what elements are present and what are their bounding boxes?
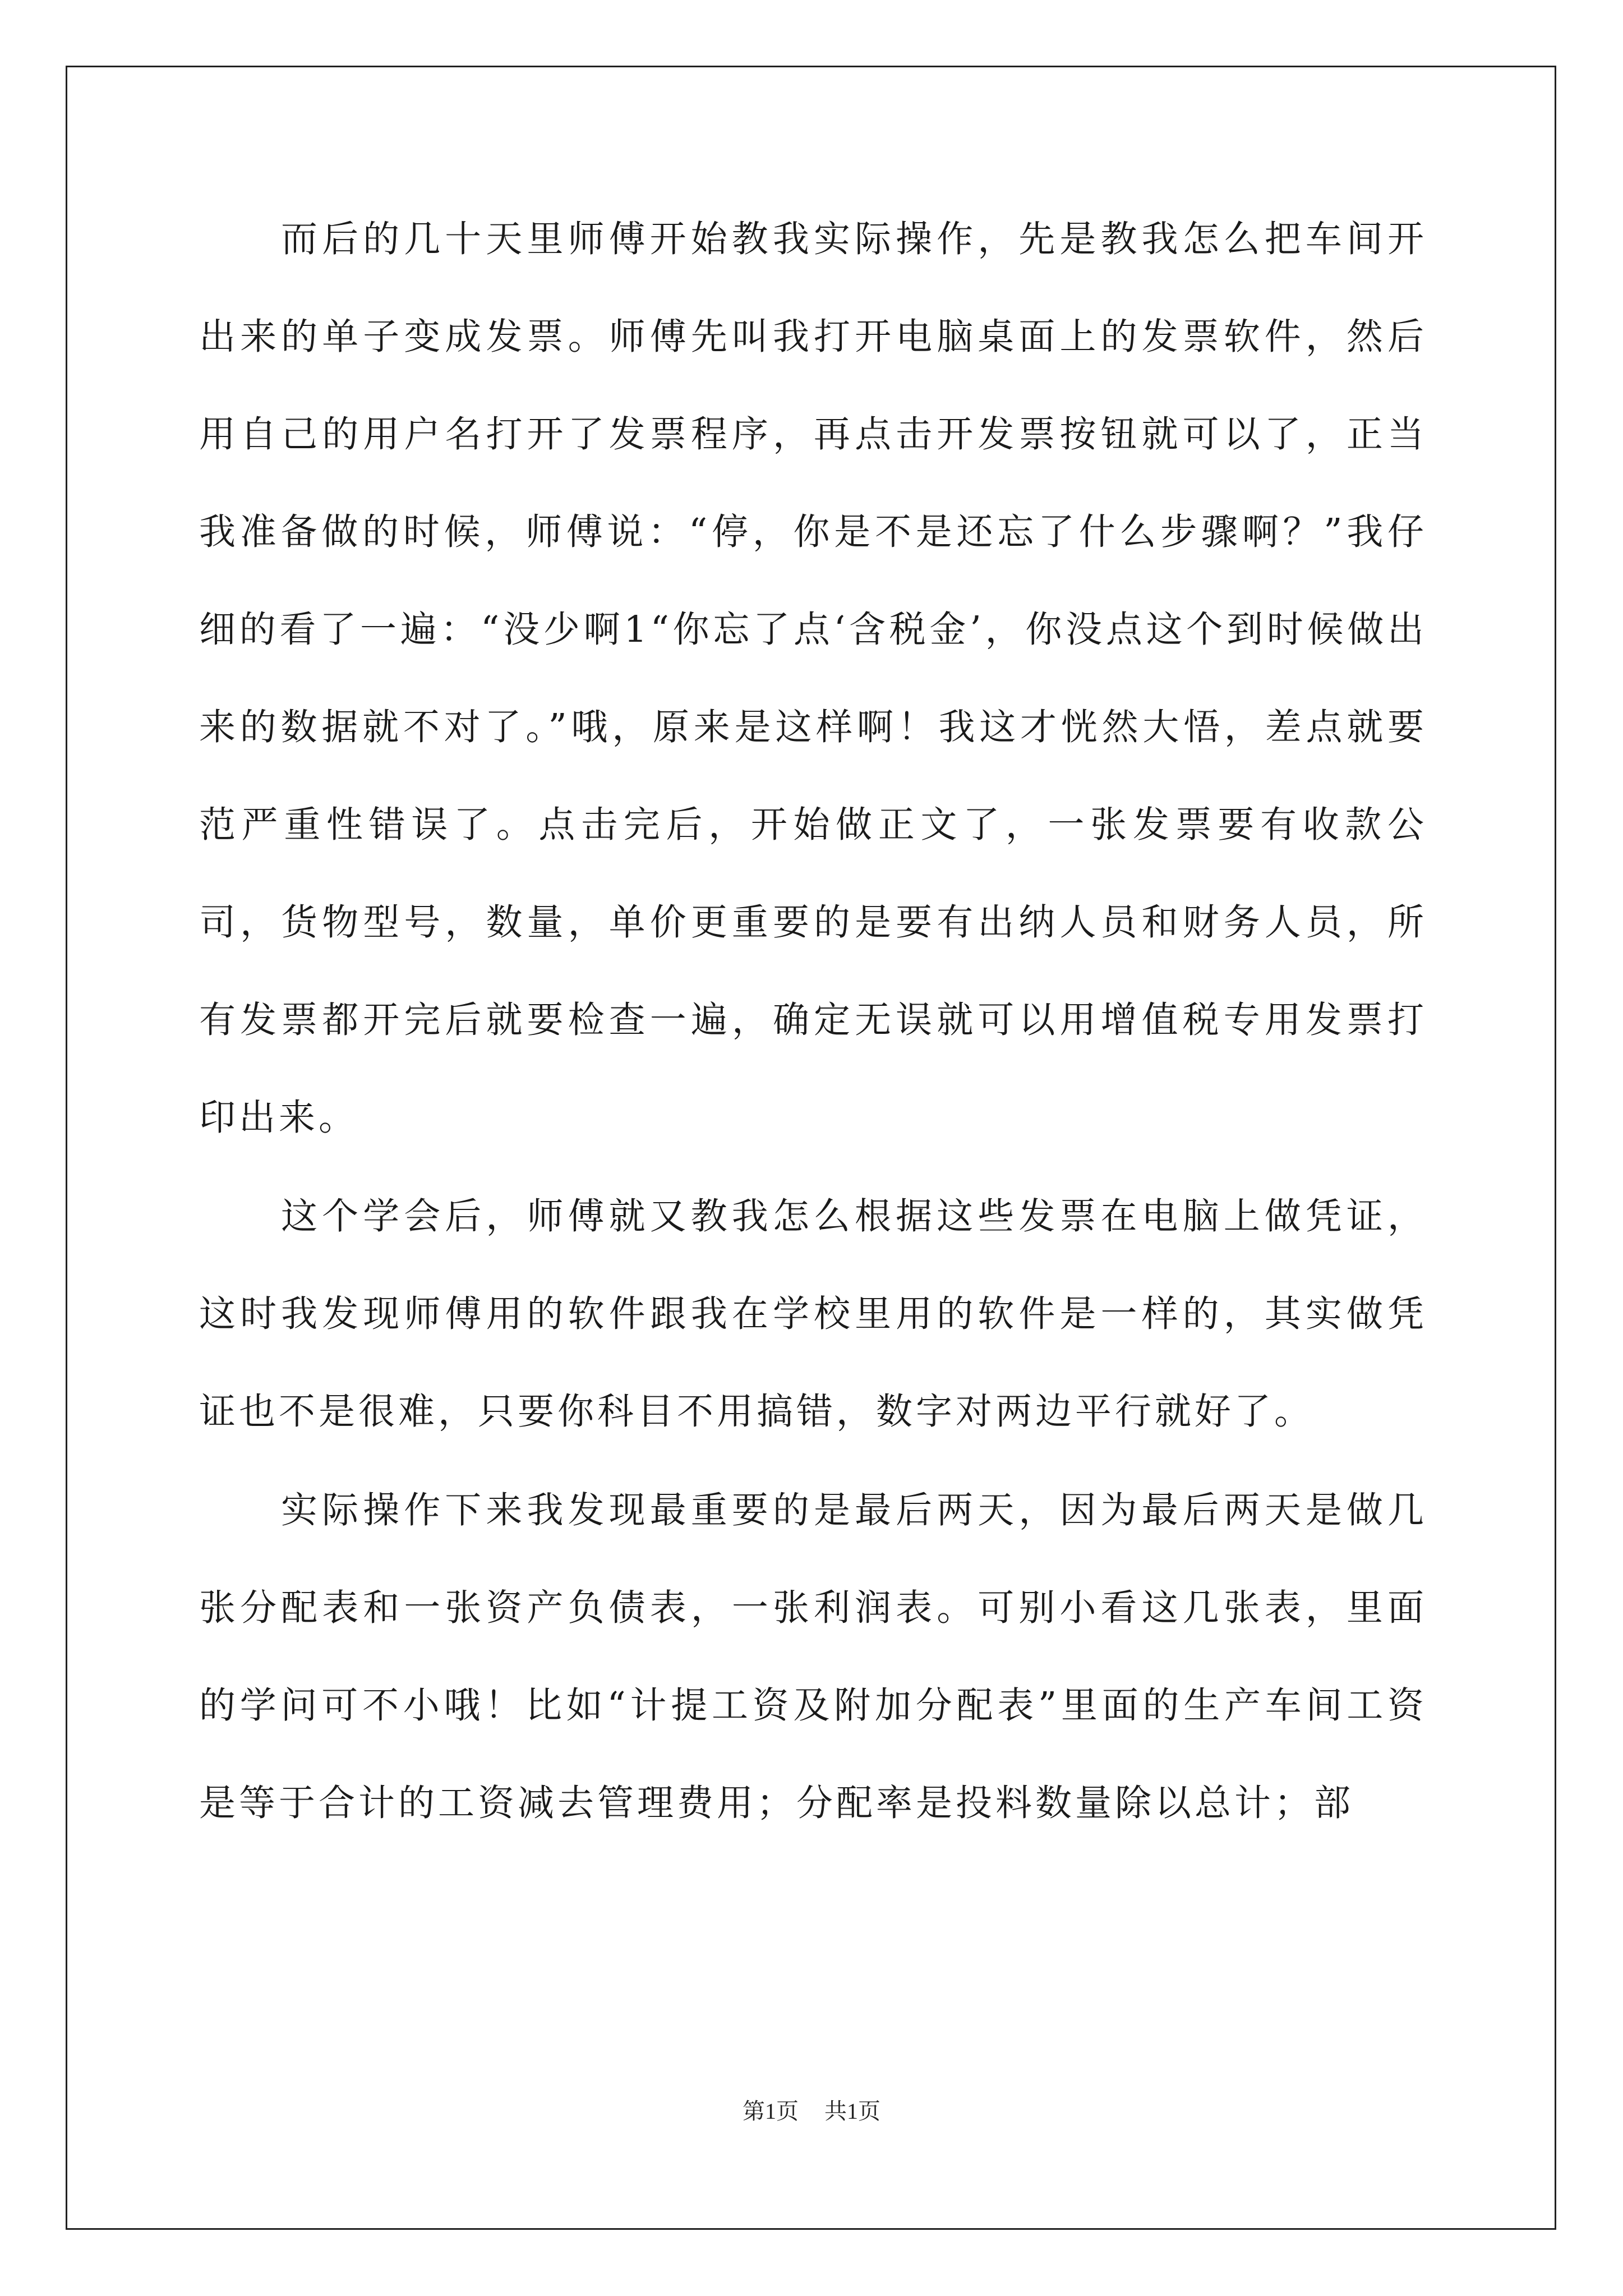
paragraph-1: 而后的几十天里师傅开始教我实际操作，先是教我怎么把车间开出来的单子变成发票。师傅先叫我打开电脑桌面上的发票软件，然后用自己的用户名打开了发票程序，再点击开发票按钮就可以了，正当我准备做的时候，师傅说：“停，你是不是还忘了什么步骤啊？”我仔细的看了一遍：“没少啊1“你忘了点‘含税金’，你没点这个到时候做出来的数据就不对了。”哦，原来是这样啊！我这才恍然大悟，差点就要范严重性错误了。点击完后，开始做正文了，一张发票要有收款公司，货物型号，数量，单价更重要的是要有出纳人员和财务人员，所有发票都开完后就要检查一遍，确定无误就可以用增值税专用发票打印出来。	[199, 218, 1427, 1139]
page-number: 第1页	[743, 2099, 799, 2124]
document-body	[199, 191, 1427, 1852]
page-total: 共1页	[824, 2099, 880, 2124]
paragraph-3: 实际操作下来我发现最重要的是最后两天，因为最后两天是做几张分配表和一张资产负债表，一张利润表。可别小看这几张表，里面的学问可不小哦！比如“计提工资及附加分配表”里面的生产车间工资是等于合计的工资减去管理费用；分配率是投料数量除以总计；部	[199, 1489, 1427, 1824]
page-footer	[0, 2095, 1623, 2128]
paragraph-2: 这个学会后，师傅就又教我怎么根据这些发票在电脑上做凭证，这时我发现师傅用的软件跟我在学校里用的软件是一样的，其实做凭证也不是很难，只要你科目不用搞错，数字对两边平行就好了。	[199, 1195, 1427, 1433]
